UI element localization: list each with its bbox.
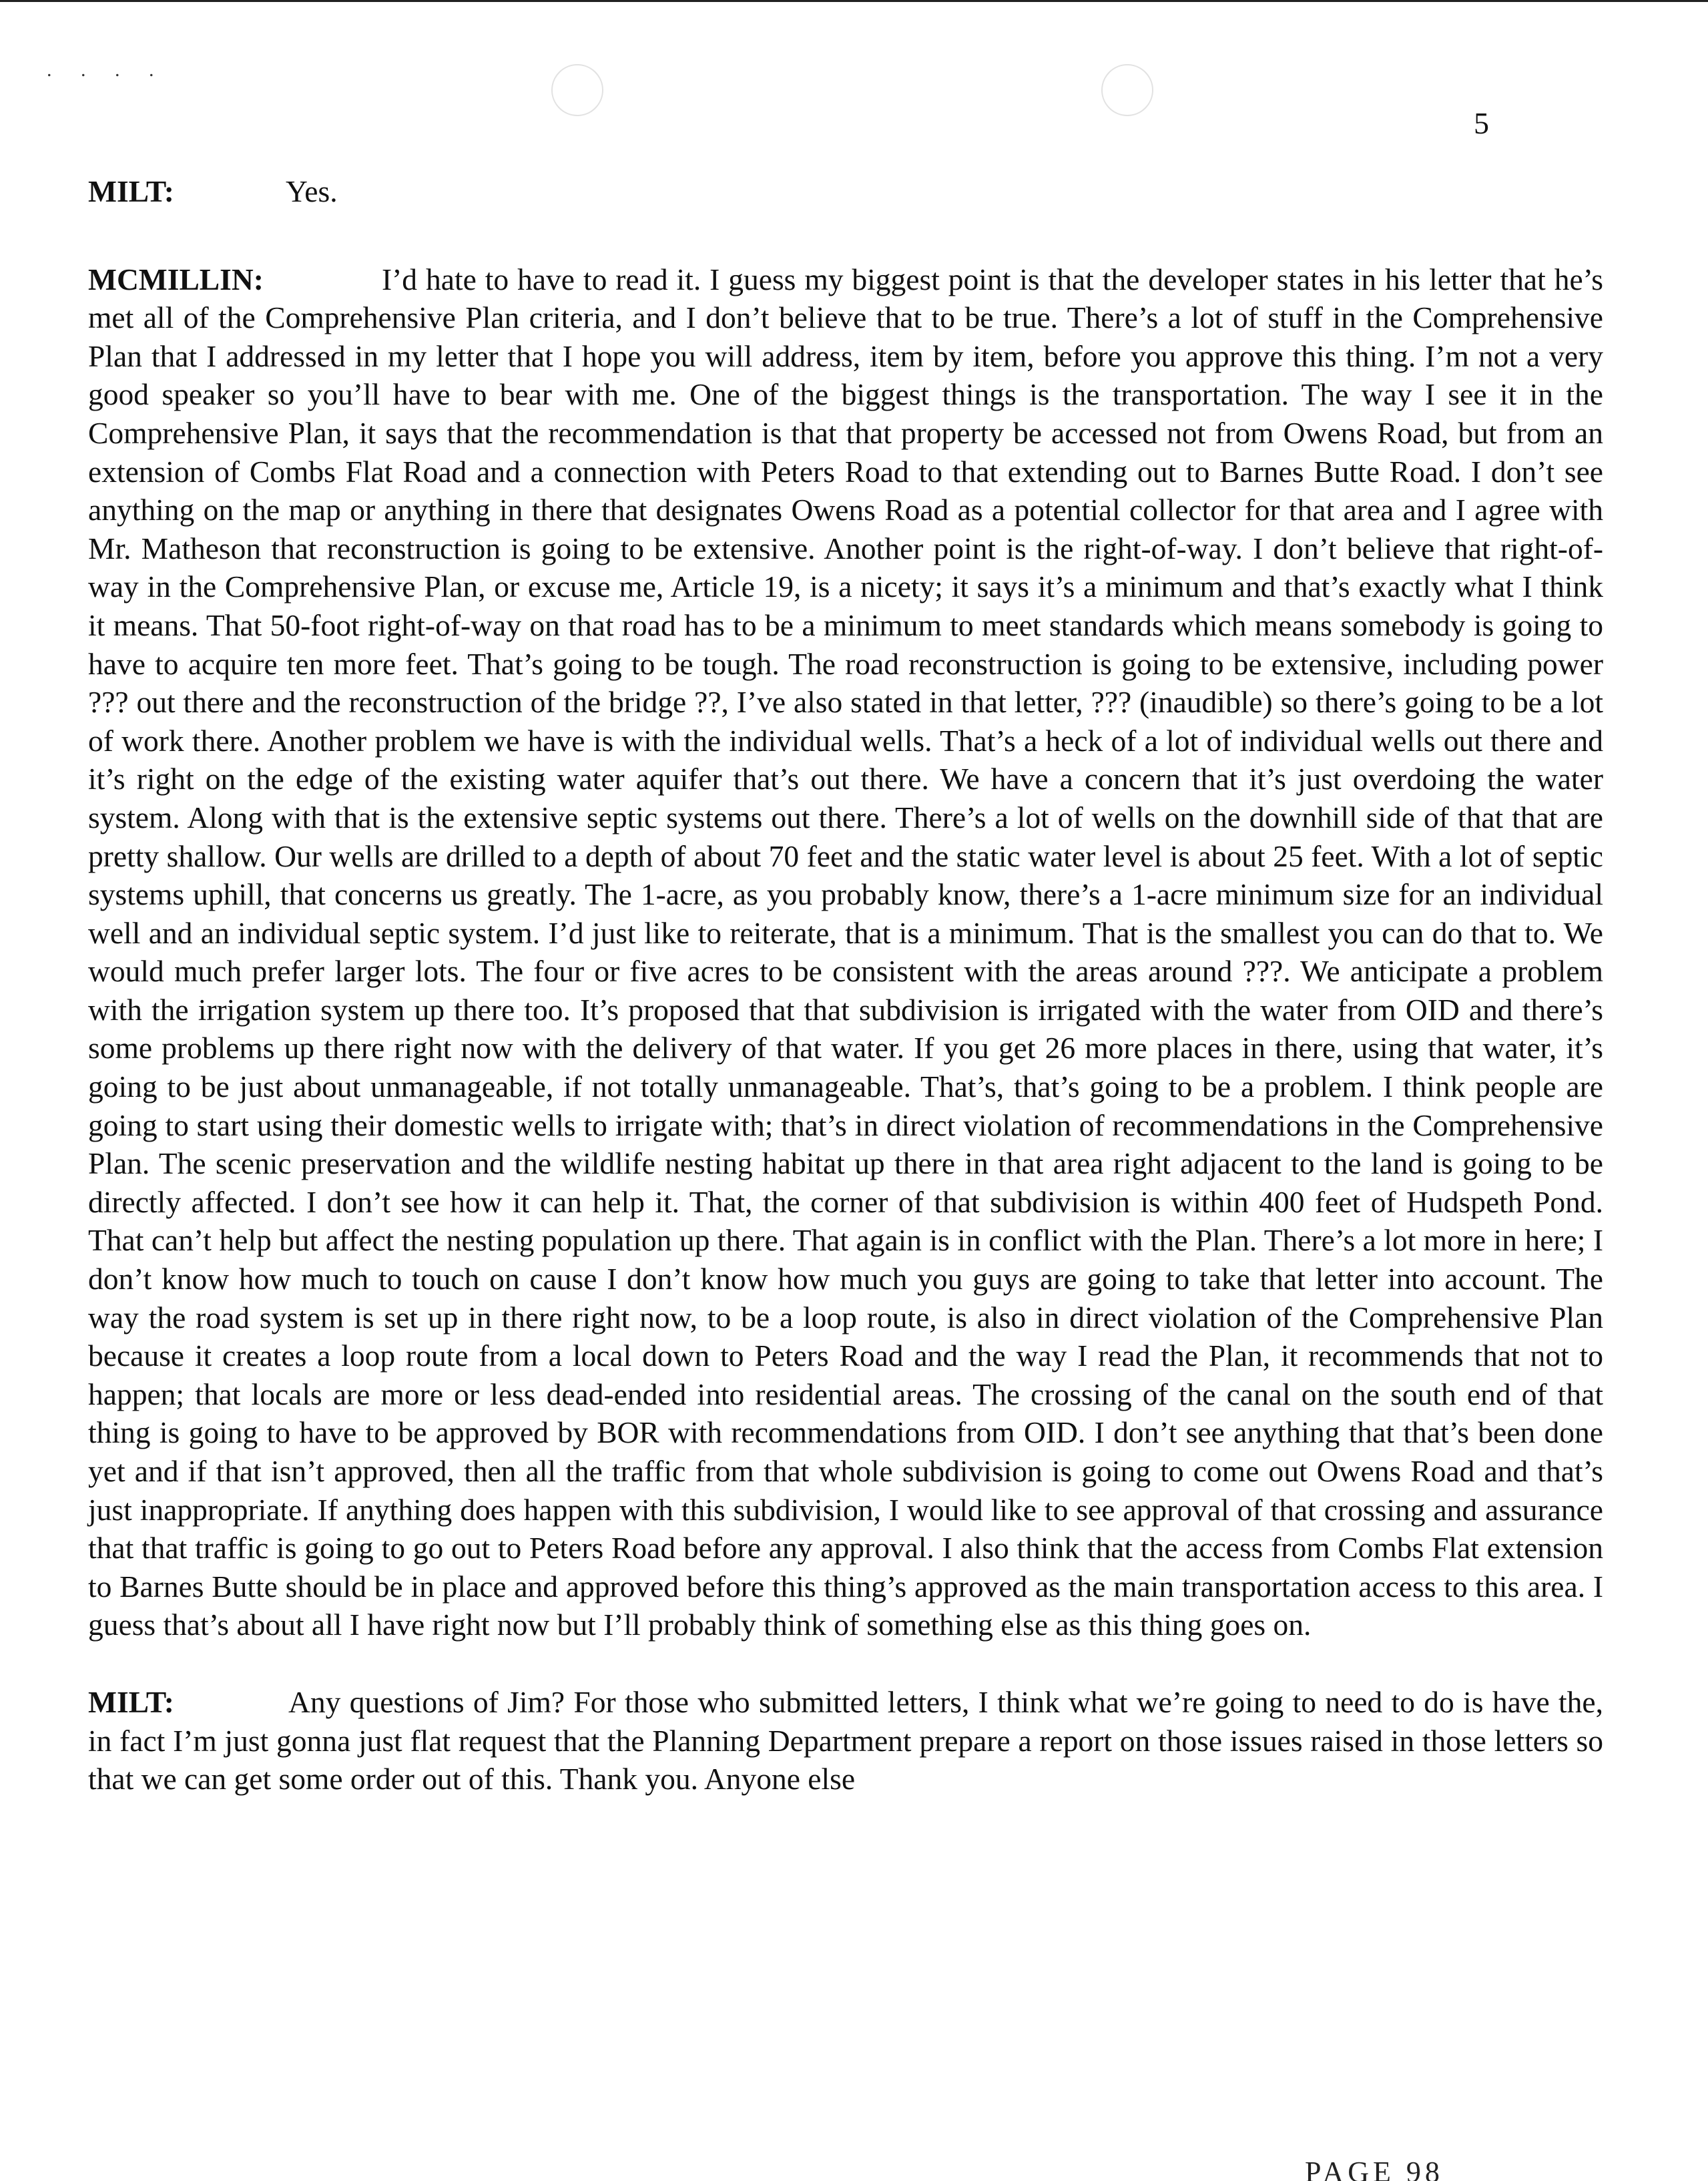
page-number: 5	[1474, 106, 1489, 140]
transcript-body	[88, 172, 1603, 1798]
speaker-label: MCMILLIN:	[88, 262, 264, 296]
paragraph-gap	[88, 1644, 1603, 1683]
punch-hole-left	[551, 64, 603, 116]
footer-page-label: PAGE 98	[1305, 2156, 1444, 2181]
transcript-entry-milt-2	[88, 1683, 1603, 1798]
speech-text: I’d hate to have to read it. I guess my biggest point is that the developer states in his letter that he’s met all of the Comprehensive Plan criteria, and I don’t believe that to be true. There’s a lot of stuff in the Comprehensive Plan that I addressed in my letter that I hope you will address, item by item, before you approve this thing. I’m not a very good speaker so you’ll have to bear with me. One of the biggest things is the transportation. The way I see it in the Comprehensive Plan, it says that the recommendation is that that property be accessed not from Owens Road, but from an extension of Combs Flat Road and a connection with Peters Road to that extending out to Barnes Butte Road. I don’t see anything on the map or anything in there that designates Owens Road as a potential collector for that area and I agree with Mr. Matheson that reconstruction is going to be extensive. Another point is the right-of-way. I don’t believe that right-of-way in the Comprehensive Plan, or excuse me, Article 19, is a nicety; it says it’s a minimum and that’s exactly what I think it means. That 50-foot right-of-way on that road has to be a minimum to meet standards which means somebody is going to have to acquire ten more feet. That’s going to be tough. The road reconstruction is going to be extensive, including power ??? out there and the reconstruction of the bridge ??, I’ve also stated in that letter, ??? (inaudible) so there’s going to be a lot of work there. Another problem we have is with the individual wells. That’s a heck of a lot of individual wells out there and it’s right on the edge of the existing water aquifer that’s out there. We have a concern that it’s just overdoing the water system. Along with that is the extensive septic systems out there. There’s a lot of wells on the downhill side of that that are pretty shallow. Our wells are drilled to a depth of about 70 feet and the static water level is about 25 feet. With a lot of septic systems uphill, that concerns us greatly. The 1-acre, as you probably know, there’s a 1-acre minimum size for an individual well and an individual septic system. I’d just like to reiterate, that is a minimum. That is the smallest you can do that to. We would much prefer larger lots. The four or five acres to be consistent with the areas around ???. We anticipate a problem with the irrigation system up there too. It’s proposed that that subdivision is irrigated with the water from OID and there’s some problems up there right now with the delivery of that water. If you get 26 more places in there, using that water, it’s going to be just about unmanageable, if not totally unmanageable. That’s, that’s going to be a problem. I think people are going to start using their domestic wells to irrigate with; that’s in direct violation of recommendations in the Comprehensive Plan. The scenic preservation and the wildlife nesting habitat up there in that area right adjacent to the land is going to be directly affected. I don’t see how it can help it. That, the corner of that subdivision is within 400 feet of Hudspeth Pond. That can’t help but affect the nesting population up there. That again is in conflict with the Plan. There’s a lot more in here; I don’t know how much to touch on cause I don’t know how much you guys are going to take that letter into account. The way the road system is set up in there right now, to be a loop route, is also in direct violation of the Comprehensive Plan because it creates a loop route from a local down to Peters Road and the way I read the Plan, it recommends that not to happen; that locals are more or less dead-ended into residential areas. The crossing of the canal on the south end of that thing is going to have to be approved by BOR with recommendations from OID. I don’t see anything that that’s been done yet and if that isn’t approved, then all the traffic from that whole subdivision is going to come out Owens Road and that’s just inappropriate. If anything does happen with this subdivision, I would like to see approval of that crossing and assurance that that traffic is going to go out to Peters Road before any approval. I also think that the access from Combs Flat extension to Barnes Butte should be in place and approved before this thing’s approved as the main transportation access to this area. I guess that’s about all I have right now but I’ll probably think of something else as this thing goes on.	[88, 262, 1603, 1642]
paragraph-gap	[88, 211, 1603, 260]
speaker-label: MILT:	[88, 174, 174, 208]
speech-text: Any questions of Jim? For those who submitted letters, I think what we’re going to need to do is have the, in fact I’m just gonna just flat request that the Planning Department prepare a report on those issues raised in those letters so that we can get some order out of this. Thank you. Anyone else	[88, 1684, 1603, 1796]
transcript-entry-milt-1	[88, 172, 1603, 211]
scan-edge-line	[0, 0, 1708, 2]
punch-hole-right	[1101, 64, 1153, 116]
speaker-label: MILT:	[88, 1684, 174, 1719]
speech-text: Yes.	[286, 174, 338, 208]
scan-marks: . . . .	[47, 59, 166, 81]
transcript-entry-mcmillin	[88, 260, 1603, 1644]
